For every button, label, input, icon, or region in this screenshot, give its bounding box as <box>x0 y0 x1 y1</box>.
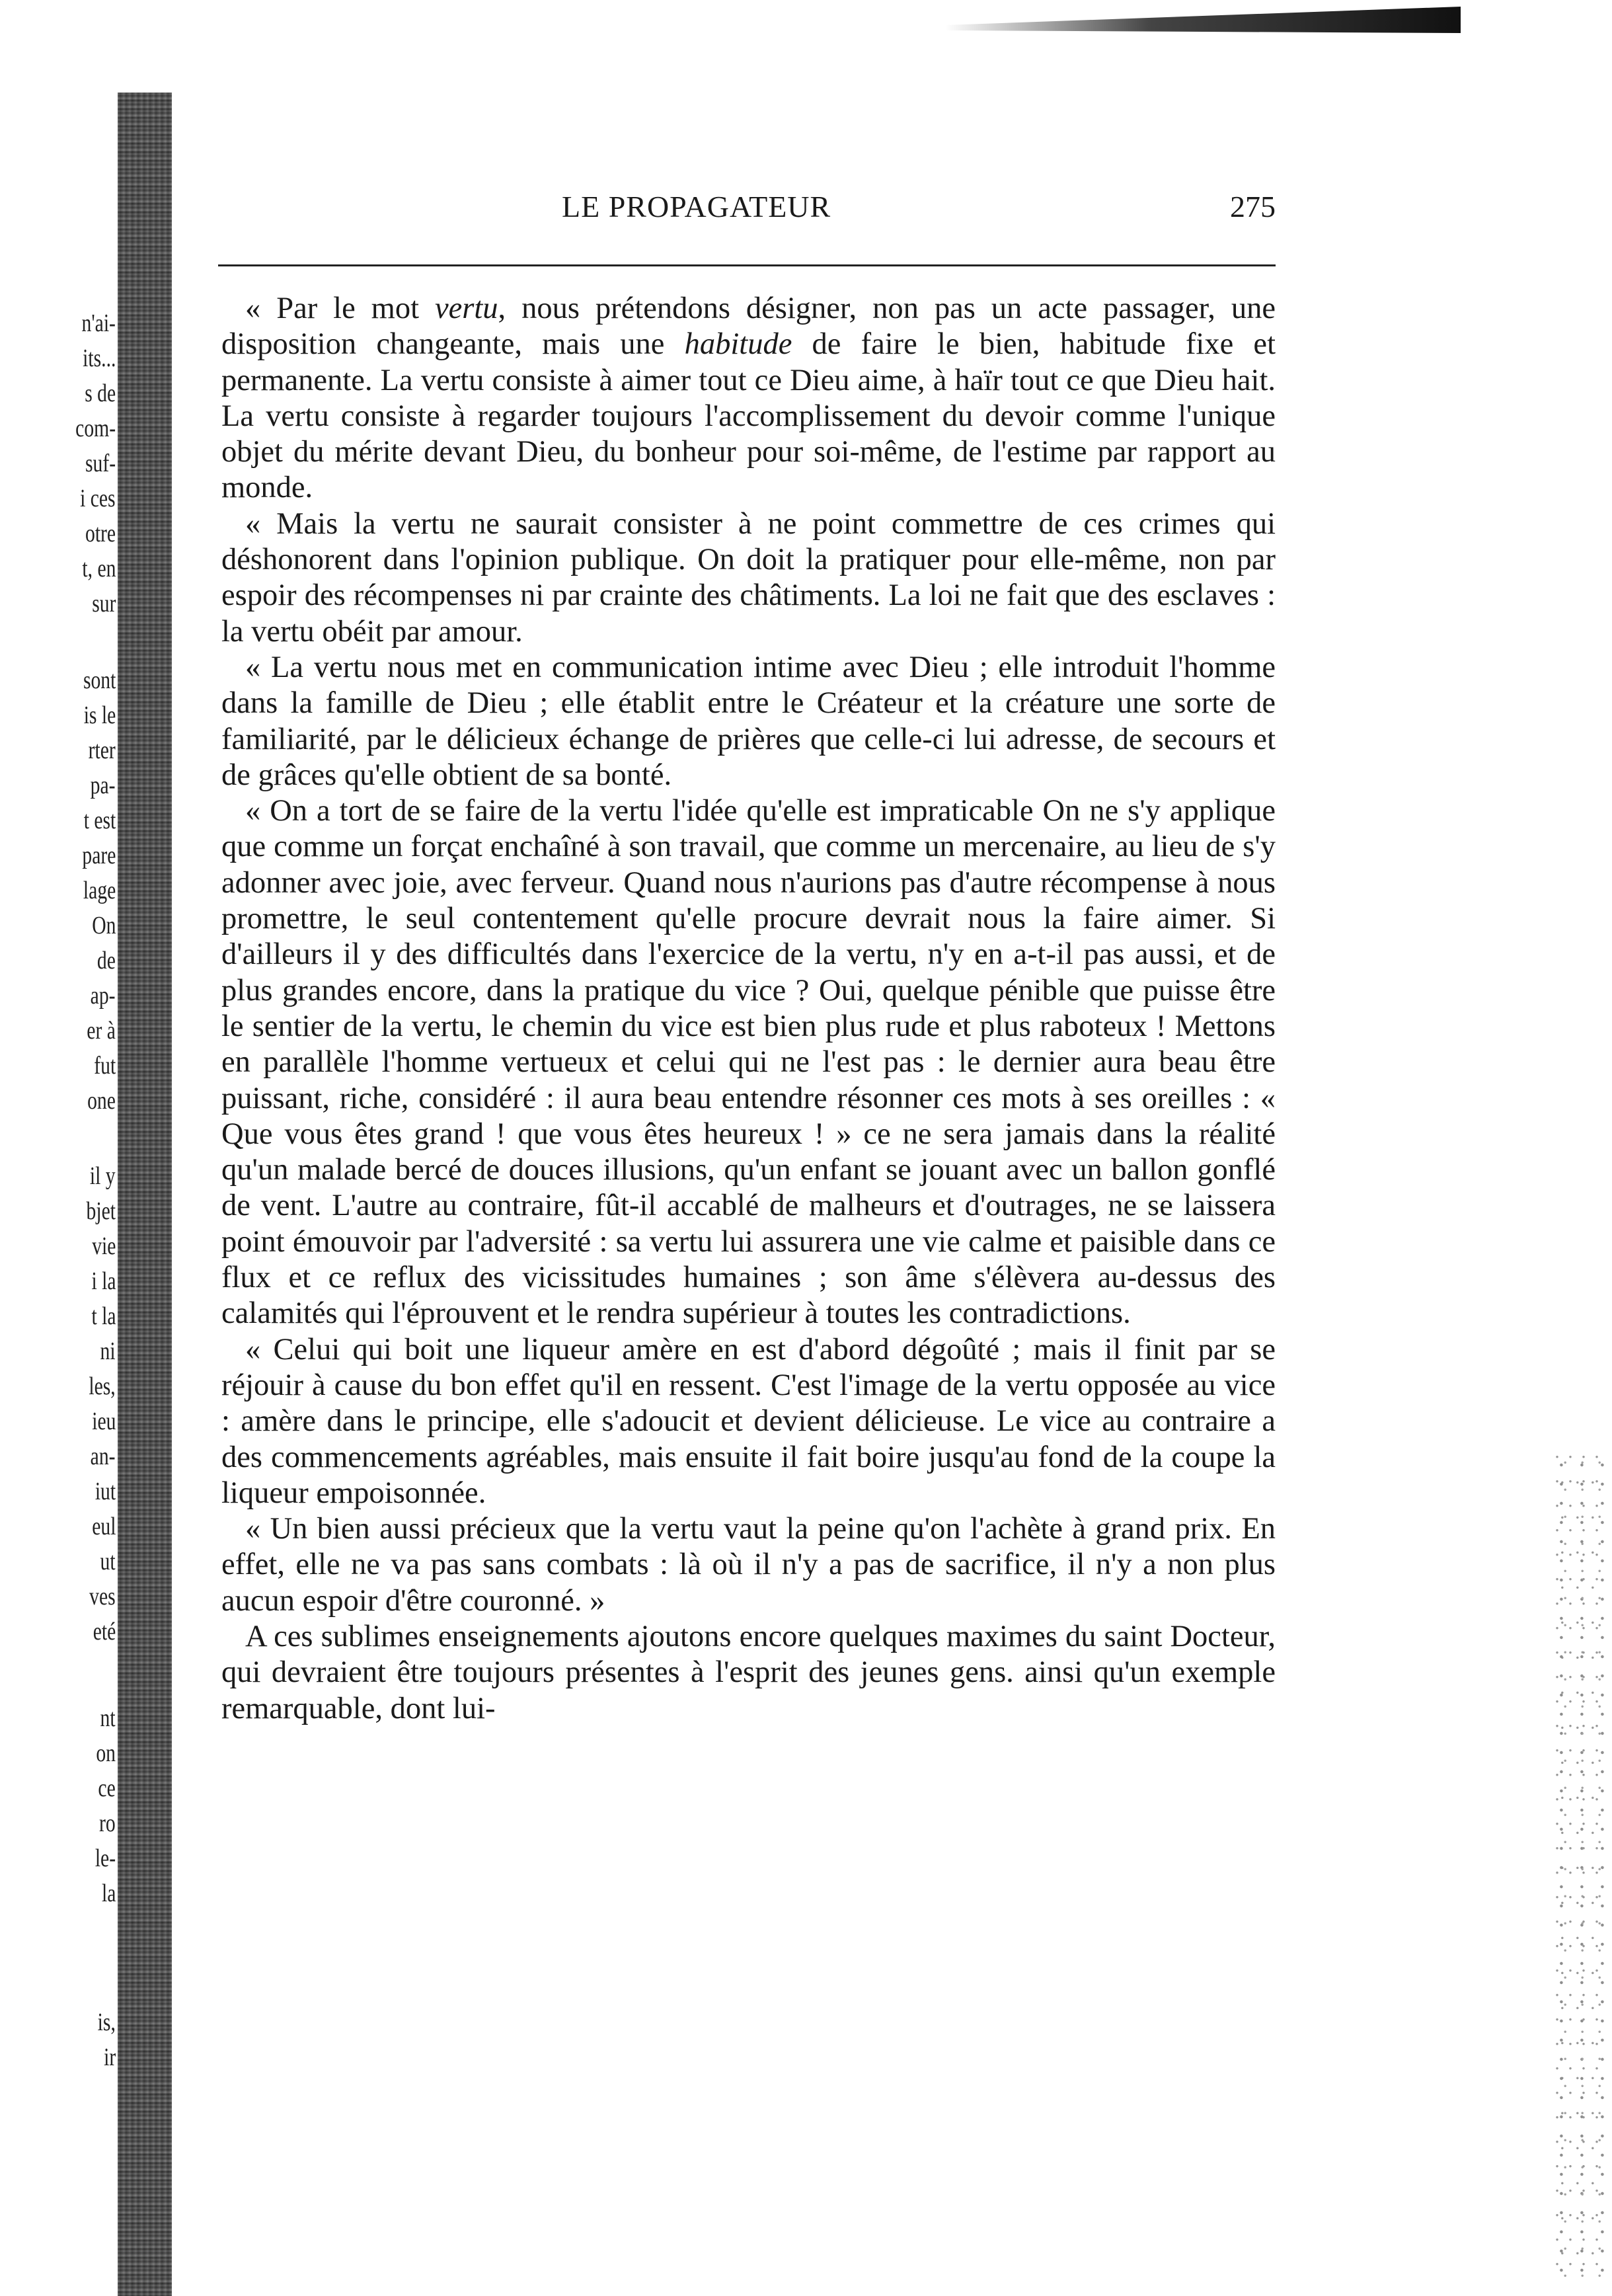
prev-page-fragment: pa- <box>91 772 116 799</box>
prev-page-fragment: bjet <box>86 1197 116 1225</box>
prev-page-fragment: one <box>87 1087 116 1115</box>
prev-page-fragment: s de <box>85 379 116 407</box>
prev-page-fragment: is, <box>97 2008 116 2036</box>
paragraph-2: « Mais la vertu ne saurait consister à ne point commettre de ces crimes qui déshonorent dans l'opinion publique. On doit la pratiquer pour elle-même, non par espoir des récompenses ni par crainte des châtiments. La loi ne fait que des esclaves : la vertu obéit par amour. <box>221 506 1276 649</box>
prev-page-fragment: an- <box>91 1443 116 1470</box>
prev-page-fragment: ut <box>100 1548 116 1575</box>
prev-page-fragment: ir <box>103 2043 116 2071</box>
prev-page-fragment: rter <box>88 736 116 764</box>
prev-page-fragment: de <box>97 947 116 974</box>
paragraph-4: « On a tort de se faire de la vertu l'idée qu'elle est impraticable On ne s'y applique que comme un forçat enchaîné à son travail, que comme un mercenaire, au lieu de s'y adonner avec joie, avec ferveur. Quand nous n'aurions pas d'autre récompense à nous promettre, le seul contentement qu'elle procure devrait nous la faire aimer. Si d'ailleurs il y des difficultés dans l'exercice de la vertu, n'y en a-t-il pas aussi, et de plus grandes encore, dans la pratique du vice ? Oui, quelque pénible que puisse être le sentier de la vertu, le chemin du vice est bien plus rude et plus raboteux ! Mettons en parallèle l'homme vertueux et celui qui ne l'est pas : le dernier aura beau être puissant, riche, considéré : il aura beau entendre résonner ces mots à ses oreilles : « Que vous êtes grand ! que vous êtes heureux ! » ce ne sera jamais dans la réalité qu'un malade bercé de douces illusions, qu'un enfant se jouant avec un ballon gonflé de vent. L'autre au contraire, fût-il accablé de malheurs et d'outrages, ne se laissera point émouvoir par l'adversité : sa vertu lui assurera une vie calme et paisible dans ce flux et ce reflux des vicissitudes humaines ; son âme s'élèvera au-dessus des calamités qui l'éprouvent et le rendra supérieur à toutes les contradictions. <box>221 794 1276 1331</box>
emphasis-vertu: vertu <box>434 292 498 325</box>
binding-gutter <box>118 93 172 2296</box>
paragraph-5: « Celui qui boit une liqueur amère en est d'abord dégoûté ; mais il finit par se réjouir à cause du bon effet qu'il en ressent. C'est l'image de la vertu opposée au vice : amère dans le principe, elle s'adoucit et devient délicieuse. Le vice au contraire a des commencements agréables, mais ensuite il fait boire jusqu'au fond de la coupe la liqueur empoisonnée. <box>221 1332 1276 1510</box>
running-title: LE PROPAGATEUR <box>562 190 831 223</box>
header-rule <box>218 264 1276 266</box>
paragraph-1-part-c: de faire le bien, habitude fixe et permanente. La vertu consiste à aimer tout ce Dieu aime, à haïr tout ce que Dieu hait. La vertu consiste à regarder toujours l'accomplissement du devoir comme l'unique objet du mérite devant Dieu, du bonheur pour soi-même, de l'estime par rapport au monde. <box>221 327 1276 505</box>
prev-page-fragment: nt <box>100 1704 116 1732</box>
paragraph-6: « Un bien aussi précieux que la vertu vaut la peine qu'on l'achète à grand prix. En effet, elle ne va pas sans combats : là où il n'y a pas de sacrifice, il n'y a non plus aucun espoir d'être couronné. » <box>221 1512 1276 1618</box>
prev-page-fragment: le- <box>95 1844 116 1872</box>
prev-page-fragment: n'ai- <box>81 309 116 337</box>
prev-page-fragment: otre <box>85 520 116 547</box>
prev-page-fragment: ni <box>100 1337 116 1365</box>
prev-page-fragment: la <box>101 1880 116 1907</box>
prev-page-fragment: is le <box>83 701 116 729</box>
scan-artifact-top <box>945 7 1461 33</box>
prev-page-fragment: ro <box>99 1809 116 1837</box>
emphasis-habitude: habitude <box>684 327 792 362</box>
prev-page-fragment: iut <box>95 1478 116 1505</box>
prev-page-fragment: il y <box>90 1162 116 1190</box>
prev-page-fragment: sont <box>83 666 116 694</box>
prev-page-fragment: eul <box>91 1513 116 1540</box>
prev-page-fragment: sur <box>91 590 116 617</box>
prev-page-fragment: t, en <box>81 555 116 582</box>
paragraph-1-part-a: « Par le mot <box>245 292 435 325</box>
prev-page-fragment: suf- <box>85 450 116 477</box>
prev-page-fragment: fut <box>94 1052 116 1080</box>
previous-page-margin <box>0 0 116 2296</box>
prev-page-fragment: its... <box>82 344 116 372</box>
prev-page-fragment: er à <box>87 1017 116 1045</box>
prev-page-fragment: pare <box>81 842 116 869</box>
prev-page-fragment: i ces <box>80 485 116 512</box>
prev-page-fragment: lage <box>83 877 116 904</box>
prev-page-fragment: com- <box>75 415 116 442</box>
prev-page-fragment: ves <box>89 1583 116 1610</box>
prev-page-fragment: les, <box>89 1372 116 1400</box>
prev-page-fragment: On <box>91 912 116 939</box>
paragraph-1 <box>221 291 1276 506</box>
running-head <box>218 189 1276 229</box>
prev-page-fragment: t est <box>83 807 116 834</box>
paragraph-1-part-b: , nous prétendons désigner, non pas un acte passager, une disposition changeante, mais une <box>221 292 1276 362</box>
prev-page-fragment: on <box>96 1739 116 1767</box>
prev-page-fragment: ap- <box>91 982 116 1009</box>
paragraph-3: « La vertu nous met en communication intime avec Dieu ; elle introduit l'homme dans la famille de Dieu ; elle établit entre le Créateur et la créature une sorte de familiarité, par le délicieux échange de prières que celle-ci lui adresse, de secours et de grâces qu'elle obtient de sa bonté. <box>221 650 1276 792</box>
prev-page-fragment: ieu <box>91 1407 116 1435</box>
text-body <box>221 291 1276 1727</box>
prev-page-fragment: vie <box>91 1232 116 1260</box>
prev-page-fragment: eté <box>93 1618 116 1645</box>
scan-speckle-right <box>1553 1454 1606 2281</box>
paragraph-7: A ces sublimes enseignements ajoutons encore quelques maximes du saint Docteur, qui devraient être toujours présentes à l'esprit des jeunes gens. ainsi qu'un exemple remarquable, dont lui- <box>221 1619 1276 1725</box>
prev-page-fragment: ce <box>98 1774 116 1802</box>
page-number: 275 <box>1230 190 1276 223</box>
prev-page-fragment: i la <box>91 1267 116 1295</box>
prev-page-fragment: t la <box>91 1302 116 1330</box>
